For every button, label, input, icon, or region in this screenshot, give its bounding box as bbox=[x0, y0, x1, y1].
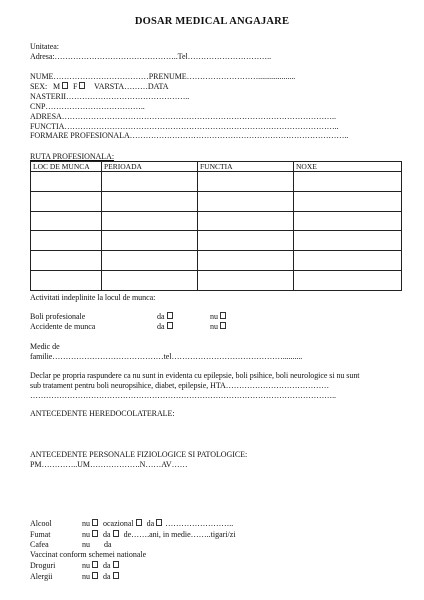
occupational-disease-yes-checkbox[interactable] bbox=[167, 312, 173, 319]
table-cell[interactable] bbox=[294, 231, 402, 251]
personal-history-heading: ANTECEDENTE PERSONALE FIZIOLOGICE SI PATOLOGICE: bbox=[30, 450, 248, 459]
table-cell[interactable] bbox=[31, 211, 102, 231]
birth-line: NASTERII……………………………………….. bbox=[30, 92, 190, 101]
coffee-label: Cafea bbox=[30, 540, 49, 549]
sex-m-checkbox[interactable] bbox=[62, 82, 68, 89]
table-cell[interactable] bbox=[294, 211, 402, 231]
declaration-line-2: sub tratament pentru boli neuropsihice, diabet, epilepsie, HTA………………………………… bbox=[30, 381, 330, 390]
pm-um-line: PM…………..UM……………….N……AV…… bbox=[30, 460, 188, 469]
alcohol-detail-line: …………………….. bbox=[165, 519, 234, 528]
declaration-line-1: Declar pe propria raspundere ca nu sunt in evidenta cu epilepsie, boli psihice, boli neurologice si nu sunt bbox=[30, 371, 360, 380]
table-cell[interactable] bbox=[198, 211, 294, 231]
occasional-label: ocazional bbox=[103, 519, 134, 528]
no-label: nu bbox=[210, 312, 218, 321]
table-cell[interactable] bbox=[294, 271, 402, 291]
work-accident-yes bbox=[157, 322, 174, 331]
table-cell[interactable] bbox=[198, 172, 294, 192]
yes-label: da bbox=[103, 572, 111, 581]
yes-label: da bbox=[146, 519, 155, 528]
smoking-no-checkbox[interactable] bbox=[92, 530, 98, 537]
work-accident-yes-checkbox[interactable] bbox=[167, 322, 173, 329]
col-header-noxe: NOXE bbox=[294, 162, 402, 172]
family-doctor-line: familie……………………………………tel…………………………………….......... bbox=[30, 352, 303, 361]
table-cell[interactable] bbox=[198, 271, 294, 291]
activities-label: Activitati indeplinite la locul de munca: bbox=[30, 293, 156, 302]
table-cell[interactable] bbox=[294, 191, 402, 211]
allergies-no-checkbox[interactable] bbox=[92, 572, 98, 579]
sex-label: SEX: bbox=[30, 82, 48, 91]
table-cell[interactable] bbox=[31, 271, 102, 291]
yes-label: da bbox=[103, 561, 111, 570]
sex-f-label: F bbox=[72, 82, 78, 91]
occupational-disease-label: Boli profesionale bbox=[30, 312, 86, 321]
table-cell[interactable] bbox=[102, 251, 198, 271]
table-cell[interactable] bbox=[31, 191, 102, 211]
table-cell[interactable] bbox=[31, 172, 102, 192]
table-cell[interactable] bbox=[102, 211, 198, 231]
occupational-disease-no bbox=[210, 312, 227, 321]
yes-label: da bbox=[103, 530, 111, 539]
alcohol-label: Alcool bbox=[30, 519, 52, 528]
allergies-label: Alergii bbox=[30, 572, 53, 581]
smoking-yes-checkbox[interactable] bbox=[113, 530, 119, 537]
table-cell[interactable] bbox=[294, 172, 402, 192]
table-cell[interactable] bbox=[31, 251, 102, 271]
sex-m-label: M bbox=[53, 82, 61, 91]
name-line: NUME………………………………PRENUME………………………................... bbox=[30, 72, 296, 81]
coffee-options bbox=[82, 540, 112, 549]
no-label: nu bbox=[82, 530, 90, 539]
table-row bbox=[31, 271, 402, 291]
table-cell[interactable] bbox=[198, 251, 294, 271]
smoking-detail-line: de…….ani, in medie……..tigari/zi bbox=[123, 530, 236, 539]
declaration-line-3: …………………………………………………………………………………………………….. bbox=[30, 391, 337, 400]
hereditary-heading: ANTECEDENTE HEREDOCOLATERALE: bbox=[30, 409, 175, 418]
occupational-disease-no-checkbox[interactable] bbox=[220, 312, 226, 319]
alcohol-options bbox=[82, 519, 233, 528]
address-line: ADRESA………………………………………………………………………………………….. bbox=[30, 112, 336, 121]
table-cell[interactable] bbox=[31, 231, 102, 251]
yes-label: da bbox=[157, 322, 165, 331]
smoking-label: Fumat bbox=[30, 530, 51, 539]
table-cell[interactable] bbox=[102, 271, 198, 291]
form-title: DOSAR MEDICAL ANGAJARE bbox=[134, 16, 290, 27]
work-accident-no bbox=[210, 322, 227, 331]
col-header-functia: FUNCTIA bbox=[198, 162, 294, 172]
yes-label: da bbox=[157, 312, 165, 321]
no-label: nu bbox=[82, 572, 90, 581]
cnp-line: CNP……………………………….. bbox=[30, 102, 145, 111]
function-line: FUNCTIA………………………………………………………………………………………….. bbox=[30, 122, 339, 131]
allergies-yes-checkbox[interactable] bbox=[113, 572, 119, 579]
col-header-perioada: PERIOADA bbox=[102, 162, 198, 172]
table-cell[interactable] bbox=[198, 231, 294, 251]
allergies-options bbox=[82, 572, 120, 581]
age-date-label: VARSTA………DATA bbox=[94, 82, 169, 91]
sex-row bbox=[30, 82, 168, 91]
yes-label: da bbox=[104, 540, 112, 549]
training-line: FORMARE PROFESIONALA……………………………………………………………………….. bbox=[30, 131, 349, 140]
table-cell[interactable] bbox=[294, 251, 402, 271]
table-cell[interactable] bbox=[102, 172, 198, 192]
drugs-yes-checkbox[interactable] bbox=[113, 561, 119, 568]
occupational-disease-yes bbox=[157, 312, 174, 321]
work-accident-label: Accidente de munca bbox=[30, 322, 96, 331]
alcohol-no-checkbox[interactable] bbox=[92, 519, 98, 526]
table-row bbox=[31, 191, 402, 211]
table-row bbox=[31, 211, 402, 231]
no-label: nu bbox=[82, 519, 90, 528]
no-label: nu bbox=[82, 561, 90, 570]
col-header-loc: LOC DE MUNCA bbox=[31, 162, 102, 172]
career-heading: RUTA PROFESIONALA: bbox=[30, 152, 115, 161]
unitate-label: Unitatea: bbox=[30, 42, 59, 51]
table-row bbox=[31, 172, 402, 192]
employer-address-line: Adresa:………………………………………..Tel………………………….. bbox=[30, 52, 272, 61]
table-cell[interactable] bbox=[198, 191, 294, 211]
smoking-options bbox=[82, 530, 236, 539]
table-row bbox=[31, 251, 402, 271]
drugs-options bbox=[82, 561, 120, 570]
drugs-no-checkbox[interactable] bbox=[92, 561, 98, 568]
vaccination-label: Vaccinat conform schemei nationale bbox=[30, 550, 147, 559]
career-table bbox=[30, 161, 402, 291]
alcohol-occasional-checkbox[interactable] bbox=[136, 519, 142, 526]
sex-f-checkbox[interactable] bbox=[79, 82, 85, 89]
table-cell[interactable] bbox=[102, 231, 198, 251]
no-label: nu bbox=[210, 322, 218, 331]
alcohol-yes-checkbox[interactable] bbox=[156, 519, 162, 526]
table-cell[interactable] bbox=[102, 191, 198, 211]
no-label: nu bbox=[82, 540, 90, 549]
table-row bbox=[31, 231, 402, 251]
family-doctor-label: Medic de bbox=[30, 342, 60, 351]
work-accident-no-checkbox[interactable] bbox=[220, 322, 226, 329]
drugs-label: Droguri bbox=[30, 561, 56, 570]
